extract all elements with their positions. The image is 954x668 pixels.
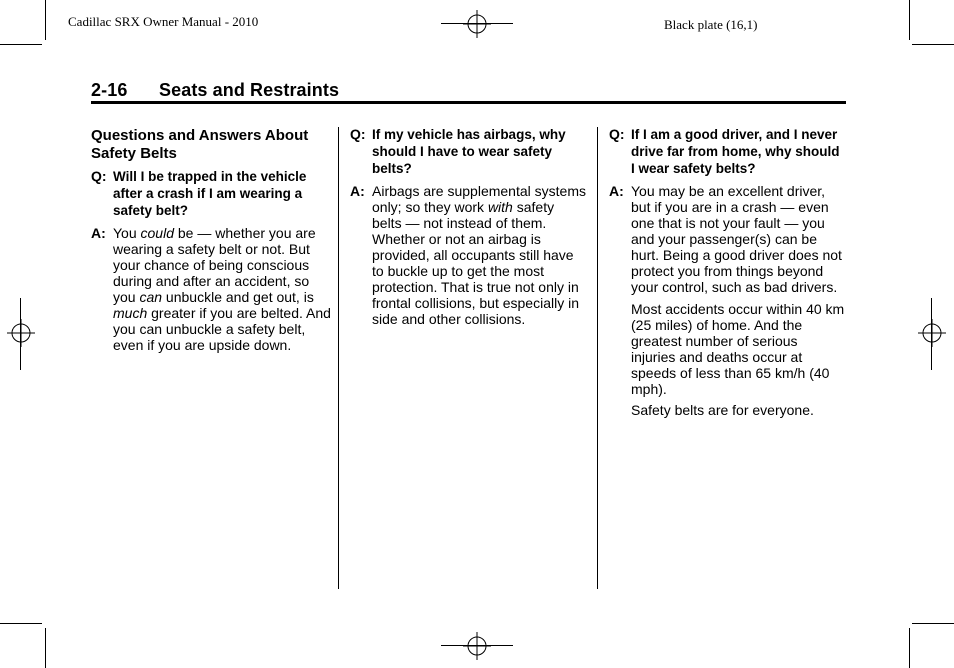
- page-number: 2-16: [91, 80, 128, 100]
- column-2: [350, 126, 586, 333]
- crop-mark: [0, 44, 42, 45]
- crop-mark: [441, 645, 513, 646]
- crop-mark: [0, 623, 42, 624]
- registration-mark-icon: [463, 10, 491, 38]
- column-3: [609, 126, 845, 418]
- crop-mark: [45, 0, 46, 40]
- column-1: [91, 126, 331, 359]
- section-name: Seats and Restraints: [159, 80, 340, 100]
- registration-mark-icon: [918, 319, 946, 347]
- title-rule: [91, 101, 846, 104]
- question-text: If I am a good driver, and I never drive far from home, why should I wear safety belts?: [631, 127, 840, 176]
- print-header-left: Cadillac SRX Owner Manual - 2010: [68, 14, 259, 29]
- subsection-heading: Questions and Answers About Safety Belts: [91, 127, 309, 162]
- answer: [609, 183, 845, 295]
- crop-mark: [912, 623, 954, 624]
- question-text: Will I be trapped in the vehicle after a crash if I am wearing a safety belt?: [113, 169, 307, 218]
- column-divider: [597, 127, 598, 589]
- crop-mark: [20, 298, 21, 370]
- q-label: Q:: [91, 168, 107, 184]
- registration-mark-icon: [7, 319, 35, 347]
- print-header-right: Black plate (16,1): [664, 17, 758, 32]
- crop-mark: [931, 298, 932, 370]
- q-label: Q:: [350, 126, 366, 142]
- question: [91, 168, 331, 219]
- crop-mark: [45, 628, 46, 668]
- answer-text: You could be — whether you are wearing a safety belt or not. But your chance of being conscious during and after an accident, so you can unbuckle and get out, is much greater if you are belted. And you can unbuckle a safety belt, even if you are upside down.: [113, 225, 331, 353]
- registration-mark-icon: [463, 632, 491, 660]
- crop-mark: [909, 0, 910, 40]
- a-label: A:: [609, 183, 624, 199]
- answer-text: You may be an excellent driver, but if you are in a crash — even one that is not your fault — you and your passenger(s) can be hurt. Being a good driver does not protect you from things beyond your control, such as bad drivers.: [631, 183, 842, 295]
- crop-mark: [912, 44, 954, 45]
- question: [609, 126, 845, 177]
- answer: [350, 183, 586, 327]
- section-title: [91, 80, 339, 101]
- crop-mark: [909, 628, 910, 668]
- question-text: If my vehicle has airbags, why should I have to wear safety belts?: [372, 127, 566, 176]
- a-label: A:: [350, 183, 365, 199]
- answer-text: Airbags are supplemental systems only; so they work with safety belts — not instead of them. Whether or not an airbag is provided, all occupants still have to buckle up to get the most protection. That is true not only in frontal collisions, but especially in side and other collisions.: [372, 183, 586, 327]
- a-label: A:: [91, 225, 106, 241]
- q-label: Q:: [609, 126, 625, 142]
- question: [350, 126, 586, 177]
- column-divider: [338, 127, 339, 589]
- answer: [91, 225, 331, 353]
- crop-mark: [441, 23, 513, 24]
- answer-paragraph: Most accidents occur within 40 km (25 miles) of home. And the greatest number of serious injuries and deaths occur at speeds of less than 65 km/h (40 mph).: [631, 301, 845, 397]
- answer-paragraph: Safety belts are for everyone.: [631, 402, 814, 418]
